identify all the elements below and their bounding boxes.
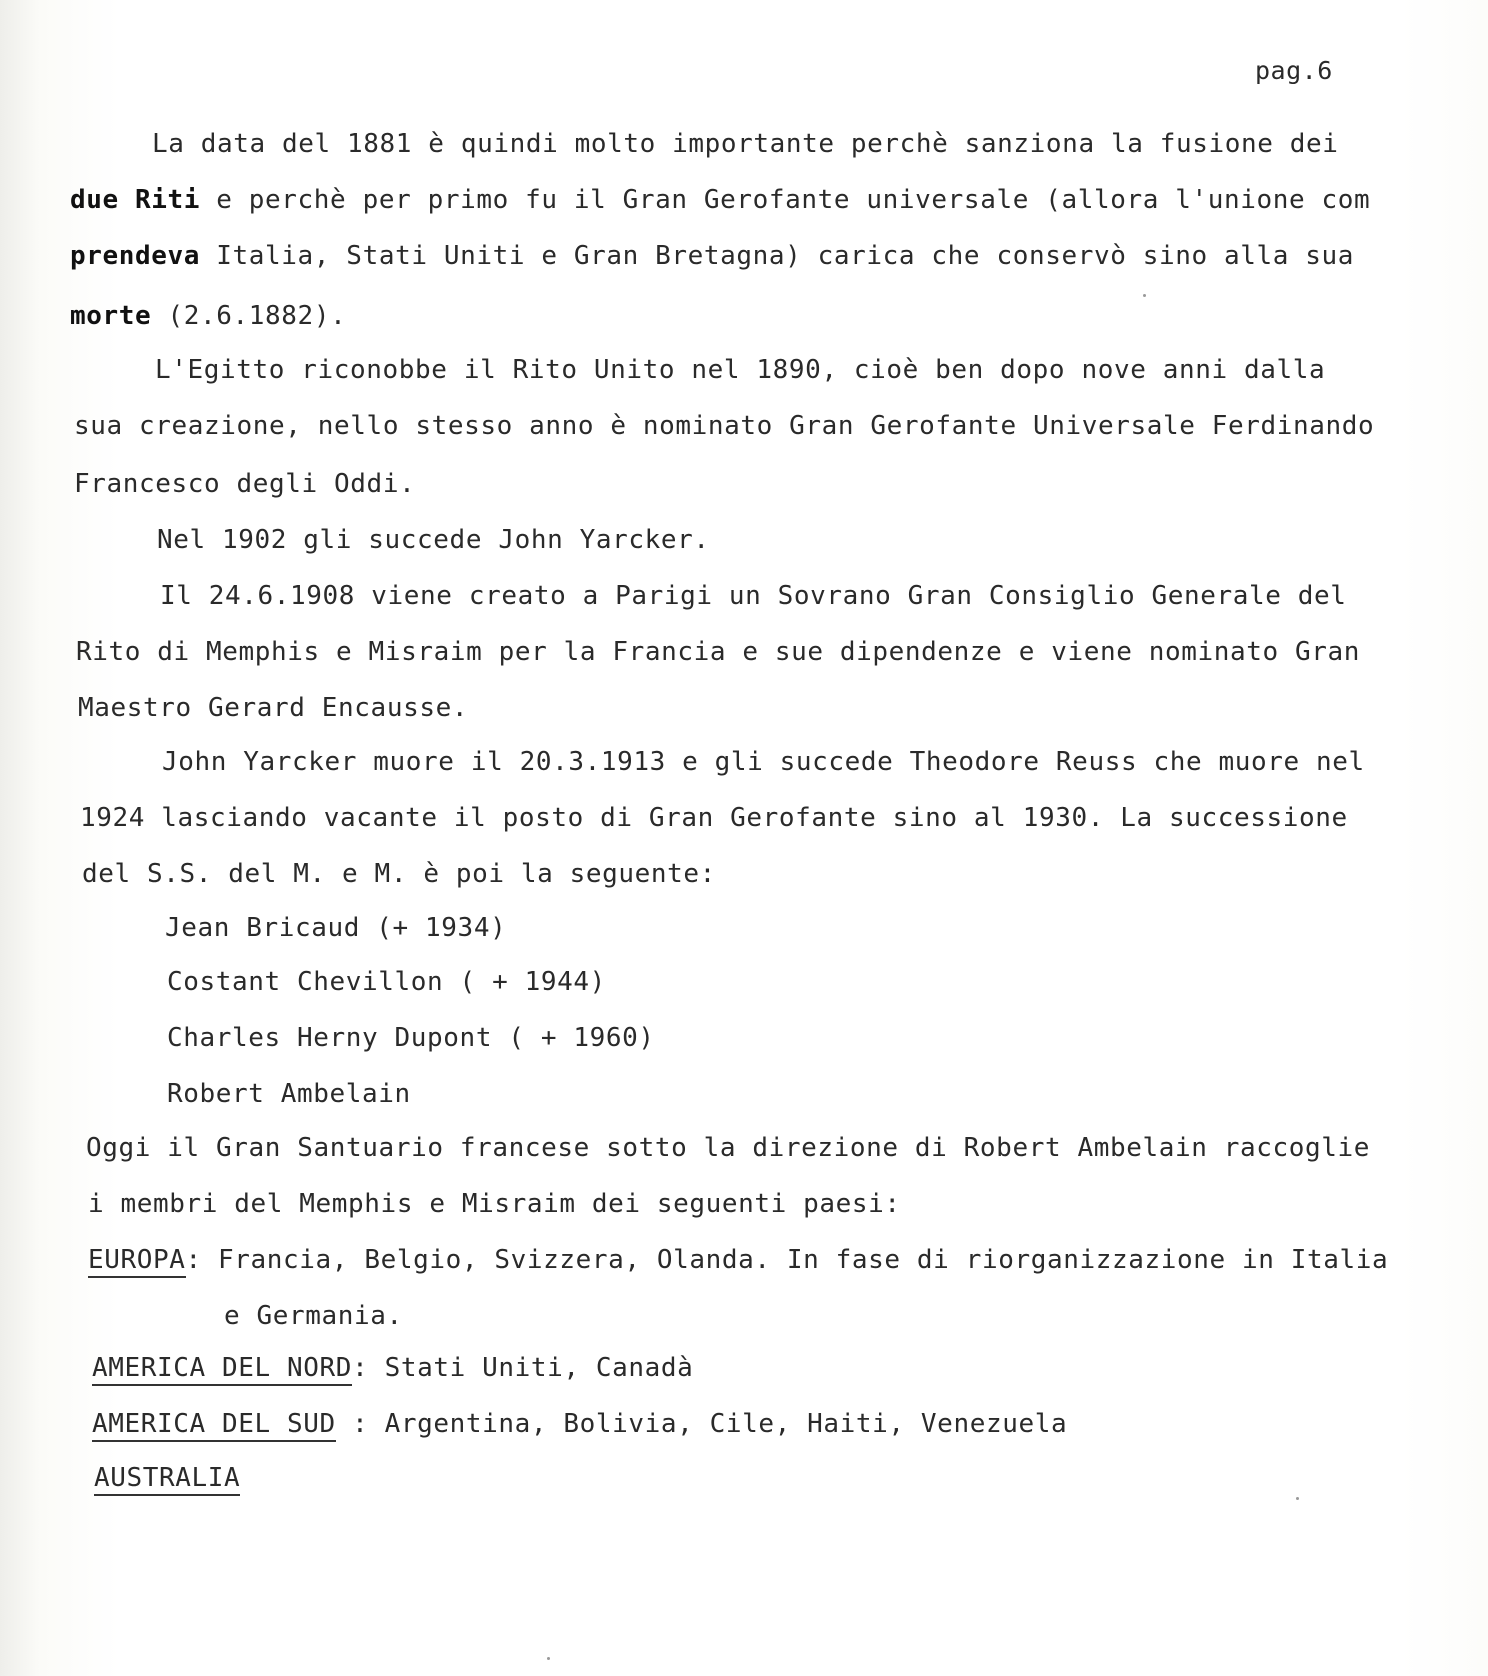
- list-item: Costant Chevillon ( + 1944): [167, 967, 606, 997]
- text-line: e Germania.: [224, 1301, 403, 1331]
- text-line: Rito di Memphis e Misraim per la Francia e sue dipendenze e viene nominato Gran: [76, 637, 1361, 667]
- page-number: pag.6: [1255, 56, 1333, 85]
- list-item: Robert Ambelain: [167, 1079, 411, 1109]
- bold-text: due Riti: [70, 185, 201, 215]
- region-label-nord: AMERICA DEL NORD: [92, 1353, 352, 1386]
- text-line: Maestro Gerard Encausse.: [78, 693, 469, 723]
- scan-speck: [1296, 1497, 1299, 1500]
- region-text-europa: : Francia, Belgio, Svizzera, Olanda. In fase di riorganizzazione in Italia: [185, 1245, 1389, 1275]
- region-text-sud: : Argentina, Bolivia, Cile, Haiti, Venezuela: [335, 1409, 1068, 1439]
- text-line: Nel 1902 gli succede John Yarcker.: [157, 525, 710, 555]
- text-line: [70, 184, 1370, 216]
- text-line: [70, 300, 346, 332]
- list-item: Jean Bricaud (+ 1934): [165, 913, 507, 943]
- region-text-nord: : Stati Uniti, Canadà: [352, 1353, 694, 1383]
- text-line: Oggi il Gran Santuario francese sotto la direzione di Robert Ambelain raccoglie: [86, 1133, 1371, 1163]
- scan-speck: [547, 1657, 550, 1660]
- region-label-australia: AUSTRALIA: [94, 1463, 240, 1496]
- text-line: [70, 240, 1354, 272]
- text-line: del S.S. del M. e M. è poi la seguente:: [82, 859, 716, 889]
- region-line-europa: [88, 1244, 1388, 1276]
- text-span: (2.6.1882).: [151, 301, 347, 331]
- text-line: Francesco degli Oddi.: [74, 469, 416, 499]
- text-line: Il 24.6.1908 viene creato a Parigi un Sovrano Gran Consiglio Generale del: [160, 581, 1347, 611]
- region-label-europa: EUROPA: [88, 1245, 186, 1278]
- bold-text: prendeva: [70, 241, 201, 271]
- text-line: John Yarcker muore il 20.3.1913 e gli succede Theodore Reuss che muore nel: [162, 747, 1365, 777]
- bold-text: morte: [70, 301, 152, 331]
- region-label-sud: AMERICA DEL SUD: [92, 1409, 336, 1442]
- text-span: e perchè per primo fu il Gran Gerofante universale (allora l'unione com: [200, 185, 1371, 215]
- region-line-australia: [94, 1462, 240, 1494]
- region-line-nord: [92, 1352, 693, 1384]
- text-line: sua creazione, nello stesso anno è nominato Gran Gerofante Universale Ferdinando: [74, 411, 1375, 441]
- text-line: La data del 1881 è quindi molto importante perchè sanziona la fusione dei: [152, 129, 1339, 159]
- text-span: Italia, Stati Uniti e Gran Bretagna) carica che conservò sino alla sua: [200, 241, 1355, 271]
- region-line-sud: [92, 1408, 1067, 1440]
- text-line: L'Egitto riconobbe il Rito Unito nel 1890, cioè ben dopo nove anni dalla: [155, 355, 1326, 385]
- list-item: Charles Herny Dupont ( + 1960): [167, 1023, 655, 1053]
- text-line: 1924 lasciando vacante il posto di Gran Gerofante sino al 1930. La successione: [80, 803, 1348, 833]
- text-line: i membri del Memphis e Misraim dei seguenti paesi:: [88, 1189, 901, 1219]
- scan-speck: [1143, 294, 1146, 297]
